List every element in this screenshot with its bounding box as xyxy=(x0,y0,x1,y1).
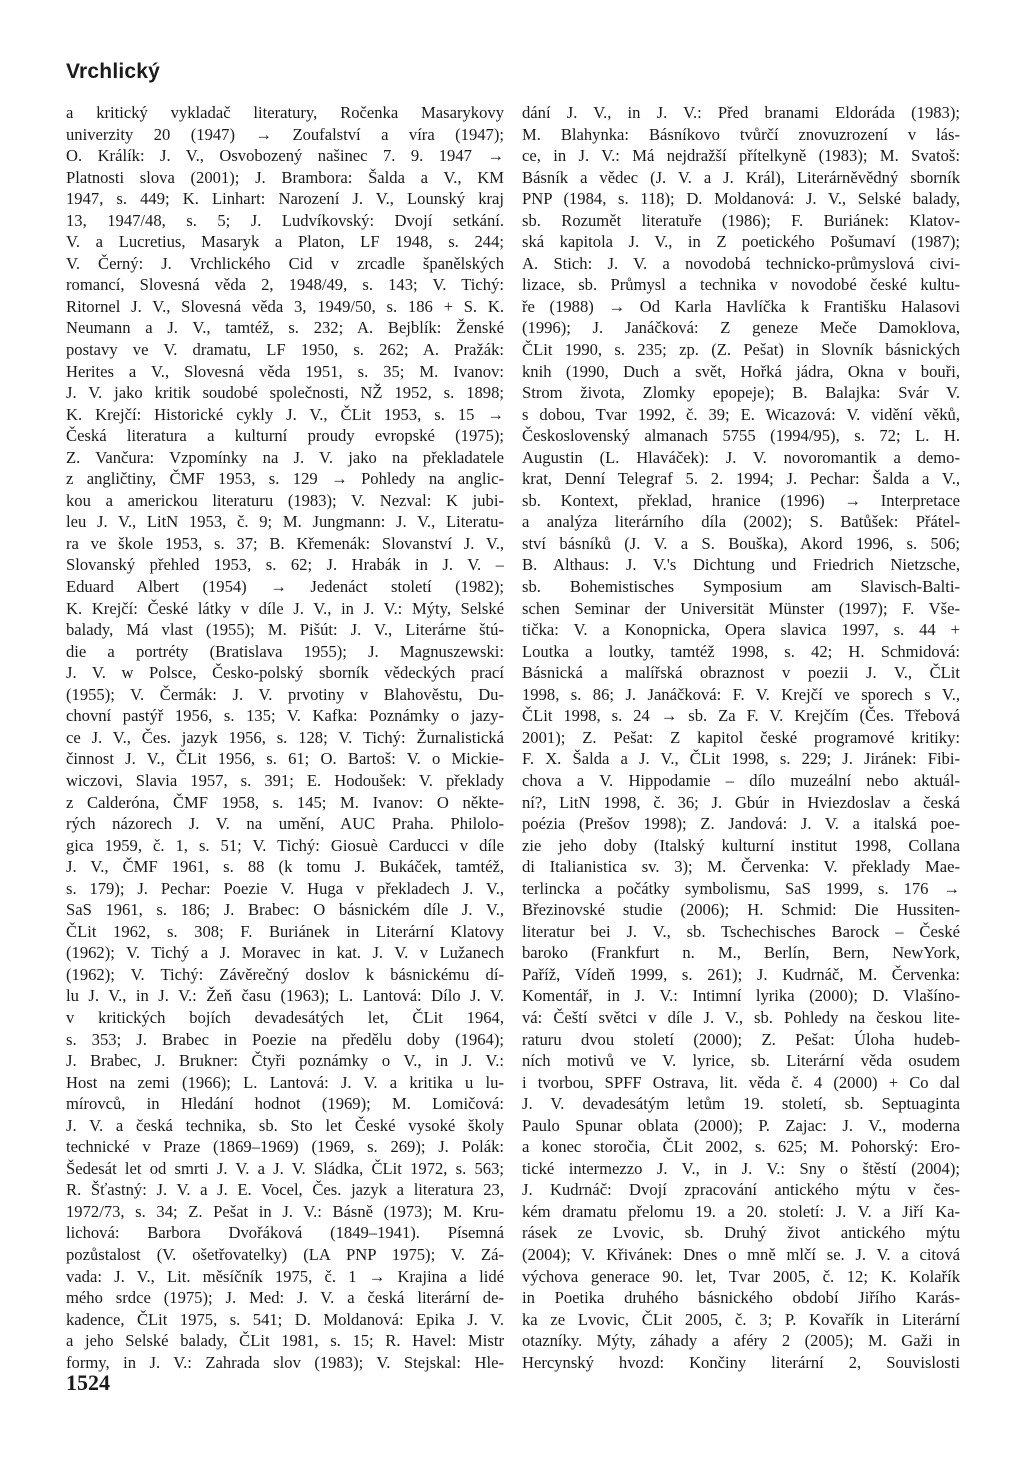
text-line: Loutka a loutky, tamtéž 1998, s. 42; H. Schmidová: xyxy=(522,641,960,661)
text-line: ře (1988) → Od Karla Havlíčka k Františku Halasovi xyxy=(522,296,960,316)
text-line: činnost J. V., ČLit 1956, s. 61; O. Bartoš: V. o Mickie- xyxy=(66,749,504,769)
text-line: lichová: Barbora Dvořáková (1849–1941). Písemná xyxy=(66,1223,504,1243)
text-line: ská kapitola J. V., in Z poetického Pošumaví (1987); xyxy=(522,232,960,252)
text-line: V. a Lucretius, Masaryk a Platon, LF 1948, s. 244; xyxy=(66,232,504,252)
text-line: F. X. Šalda a J. V., ČLit 1998, s. 229; J. Jiránek: Fibi- xyxy=(522,749,960,769)
text-line: a konec storočia, ČLit 2002, s. 625; M. Pohorský: Ero- xyxy=(522,1137,960,1157)
text-line: J. V. w Polsce, Česko-polský sborník vědeckých prací xyxy=(66,663,504,683)
text-line: J. V. a česká technika, sb. Sto let České vysoké školy xyxy=(66,1115,504,1135)
text-line: ství básníků (J. V. a S. Bouška), Akord 1996, s. 506; xyxy=(522,533,960,553)
text-line: R. Šťastný: J. V. a J. E. Vocel, Čes. jazyk a literatura 23, xyxy=(66,1180,504,1200)
text-line: 2001); Z. Pešat: Z kapitol české programové kritiky: xyxy=(522,727,960,747)
text-line: Komentář, in J. V.: Intimní lyrika (2000); D. Vlašíno- xyxy=(522,986,960,1006)
running-head: Vrchlický xyxy=(66,60,161,83)
left-text-column xyxy=(66,102,504,1373)
text-line: Slovanský přehled 1953, s. 62; J. Hrabák in J. V. – xyxy=(66,555,504,575)
text-line: PNP (1984, s. 118); D. Moldanová: J. V., Selské balady, xyxy=(522,189,960,209)
text-line: Z. Vančura: Vzpomínky na J. V. jako na překladatele xyxy=(66,447,504,467)
text-line: (1996); J. Janáčková: Z geneze Meče Damoklova, xyxy=(522,318,960,338)
text-line: M. Blahynka: Básníkovo tvůrčí znovuzrození v lás- xyxy=(522,124,960,144)
text-line: A. Stich: J. V. a novodobá technicko-průmyslová civi- xyxy=(522,253,960,273)
text-line: V. Černý: J. Vrchlického Cid v zrcadle španělských xyxy=(66,253,504,273)
page-number: 1524 xyxy=(66,1370,110,1395)
text-line: gica 1959, č. 1, s. 51; V. Tichý: Giosuè Carducci v díle xyxy=(66,835,504,855)
text-line: technické v Praze (1869–1969) (1969, s. 269); J. Polák: xyxy=(66,1137,504,1157)
text-line: tické intermezzo J. V., in J. V.: Sny o štěstí (2004); xyxy=(522,1158,960,1178)
text-line: 1972/73, s. 34; Z. Pešat in J. V.: Básně (1973); M. Kru- xyxy=(66,1201,504,1221)
text-line: baroko (Frankfurt n. M., Berlín, Bern, NewYork, xyxy=(522,943,960,963)
text-line: J. V. devadesátým letům 19. století, sb. Septuaginta xyxy=(522,1094,960,1114)
text-line: poézia (Prešov 1998); Z. Jandová: J. V. a italská poe- xyxy=(522,814,960,834)
text-line: kém dramatu přelomu 19. a 20. století: J. V. a Jiří Ka- xyxy=(522,1201,960,1221)
text-line: Šedesát let od smrti J. V. a J. V. Sládka, ČLit 1972, s. 563; xyxy=(66,1158,504,1178)
text-line: chova a V. Hippodamie – dílo muzeální nebo aktuál- xyxy=(522,770,960,790)
text-line: Básník a vědec (J. V. a J. Král), Literárněvědný sborník xyxy=(522,167,960,187)
text-line: in Poetika druhého básnického období Jiřího Karás- xyxy=(522,1288,960,1308)
text-line: (1962); V. Tichý a J. Moravec in kat. J. V. v Lužanech xyxy=(66,943,504,963)
text-line: Herites a V., Slovesná věda 1951, s. 35; M. Ivanov: xyxy=(66,361,504,381)
text-line: 1998, s. 86; J. Janáčková: F. V. Krejčí ve sporech s V., xyxy=(522,684,960,704)
text-line: ní?, LitN 1998, č. 36; J. Gbúr in Hviezdoslav a česká xyxy=(522,792,960,812)
text-line: ČLit 1998, s. 24 → sb. Za F. V. Krejčím (Čes. Třebová xyxy=(522,706,960,726)
text-line: schen Seminar der Universität Münster (1997); F. Vše- xyxy=(522,598,960,618)
text-line: sb. Kontext, překlad, hranice (1996) → Interpretace xyxy=(522,490,960,510)
text-line: K. Krejčí: České látky v díle J. V., in J. V.: Mýty, Selské xyxy=(66,598,504,618)
text-line: ce J. V., Čes. jazyk 1956, s. 128; V. Tichý: Žurnalistická xyxy=(66,727,504,747)
text-line: Paulo Spunar oblata (2000); P. Zajac: J. V., moderna xyxy=(522,1115,960,1135)
text-line: ních motivů ve V. lyrice, sb. Literární věda osudem xyxy=(522,1051,960,1071)
text-line: 13, 1947/48, s. 5; J. Ludvíkovský: Dvojí setkání. xyxy=(66,210,504,230)
text-line: di Italianistica sv. 3); M. Červenka: V. překlady Mae- xyxy=(522,857,960,877)
text-line: wiczovi, Slavia 1957, s. 391; E. Hodoušek: V. překlady xyxy=(66,770,504,790)
text-line: kadence, ČLit 1975, s. 541; D. Moldanová: Epika J. V. xyxy=(66,1309,504,1329)
text-line: J. Kudrnáč: Dvojí zpracování antického mýtu v čes- xyxy=(522,1180,960,1200)
text-line: K. Krejčí: Historické cykly J. V., ČLit 1953, s. 15 → xyxy=(66,404,504,424)
text-line: literatur bei J. V., sb. Tschechisches Barock – České xyxy=(522,921,960,941)
text-line: s dobou, Tvar 1992, č. 39; E. Wicazová: V. vidění věků, xyxy=(522,404,960,424)
text-line: Strom života, Zlomky epopeje); B. Balajka: Svár V. xyxy=(522,383,960,403)
text-line: otazníky. Mýty, záhady a aféry 2 (2005); M. Gaži in xyxy=(522,1331,960,1351)
right-text-column xyxy=(522,102,960,1373)
text-line: Paříž, Vídeň 1999, s. 261); J. Kudrnáč, M. Červenka: xyxy=(522,964,960,984)
text-line: (1962); V. Tichý: Závěrečný doslov k básnickému dí- xyxy=(66,964,504,984)
text-line: ČLit 1962, s. 308; F. Buriánek in Literární Klatovy xyxy=(66,921,504,941)
text-line: z angličtiny, ČMF 1953, s. 129 → Pohledy na anglic- xyxy=(66,469,504,489)
text-line: ra ve škole 1953, s. 37; B. Křemenák: Slovanství J. V., xyxy=(66,533,504,553)
text-line: leu J. V., LitN 1953, č. 9; M. Jungmann: J. V., Literatu- xyxy=(66,512,504,532)
text-line: Československý almanach 5755 (1994/95), s. 72; L. H. xyxy=(522,426,960,446)
text-line: chovní pastýř 1956, s. 135; V. Kafka: Poznámky o jazy- xyxy=(66,706,504,726)
text-line: Česká literatura a kulturní proudy evropské (1975); xyxy=(66,426,504,446)
text-line: Neumann a J. V., tamtéž, s. 232; A. Bejblík: Ženské xyxy=(66,318,504,338)
text-line: O. Králík: J. V., Osvobozený našinec 7. 9. 1947 → xyxy=(66,146,504,166)
text-line: výchova generace 90. let, Tvar 2005, č. 12; K. Kolařík xyxy=(522,1266,960,1286)
text-line: i tvorbou, SPFF Ostrava, lit. věda č. 4 (2000) + Co dal xyxy=(522,1072,960,1092)
text-line: s. 353; J. Brabec in Poezie na předělu doby (1964); xyxy=(66,1029,504,1049)
text-line: die a portréty (Bratislava 1955); J. Magnuszewski: xyxy=(66,641,504,661)
text-line: ka ze Lvovic, ČLit 2005, č. 3; P. Kovařík in Literární xyxy=(522,1309,960,1329)
text-line: lu J. V., in J. V.: Žeň času (1963); L. Lantová: Dílo J. V. xyxy=(66,986,504,1006)
text-line: SaS 1961, s. 186; J. Brabec: O básnickém díle J. V., xyxy=(66,900,504,920)
text-line: mého srdce (1975); J. Med: J. V. a česká literární de- xyxy=(66,1288,504,1308)
text-line: a kritický vykladač literatury, Ročenka Masarykovy xyxy=(66,103,504,122)
text-line: romancí, Slovesná věda 2, 1948/49, s. 143; V. Tichý: xyxy=(66,275,504,295)
text-line: z Calderóna, ČMF 1958, s. 145; M. Ivanov: O někte- xyxy=(66,792,504,812)
text-line: balady, Má vlast (1955); M. Pišút: J. V., Literárne štú- xyxy=(66,620,504,640)
text-line: 1947, s. 449; K. Linhart: Narození J. V., Lounský kraj xyxy=(66,189,504,209)
text-line: rých názorech J. V. na umění, AUC Praha. Philolo- xyxy=(66,814,504,834)
text-line: v kritických bojích devadesátých let, ČLit 1964, xyxy=(66,1007,504,1027)
text-line: s. 179); J. Pechar: Poezie V. Huga v překladech J. V., xyxy=(66,878,504,898)
text-line: raturu dvou století (2000); Z. Pešat: Úloha hudeb- xyxy=(522,1029,960,1049)
text-line: a jeho Selské balady, ČLit 1981, s. 15; R. Havel: Mistr xyxy=(66,1331,504,1351)
text-line: vada: J. V., Lit. měsíčník 1975, č. 1 → Krajina a lidé xyxy=(66,1266,504,1286)
text-line: lizace, sb. Průmysl a technika v novodobé české kultu- xyxy=(522,275,960,295)
text-line: Platnosti slova (2001); J. Brambora: Šalda a V., KM xyxy=(66,167,504,187)
text-line: B. Althaus: J. V.'s Dichtung und Friedrich Nietzsche, xyxy=(522,555,960,575)
text-line: Hercynský hvozd: Končiny literární 2, Souvislosti xyxy=(522,1352,960,1372)
text-line: Augustin (L. Hlaváček): J. V. novoromantik a demo- xyxy=(522,447,960,467)
text-line: postavy ve V. dramatu, LF 1950, s. 262; A. Pražák: xyxy=(66,340,504,360)
text-line: Březinovské studie (2006); H. Schmid: Die Hussiten- xyxy=(522,900,960,920)
text-line: ČLit 1990, s. 235; zp. (Z. Pešat) in Slovník básnických xyxy=(522,340,960,360)
text-line: rásek ze Lvovic, sb. Druhý život antického mýtu xyxy=(522,1223,960,1243)
text-line: ce, in J. V.: Má nejdražší přítelkyně (1983); M. Svatoš: xyxy=(522,146,960,166)
text-line: Host na zemi (1966); L. Lantová: J. V. a kritika u lu- xyxy=(66,1072,504,1092)
text-line: Ritornel J. V., Slovesná věda 3, 1949/50, s. 186 + S. K. xyxy=(66,296,504,316)
text-line: kou a americkou literaturu (1983); V. Nezval: K jubi- xyxy=(66,490,504,510)
text-line: univerzity 20 (1947) → Zoufalství a víra (1947); xyxy=(66,124,504,144)
text-line: sb. Bohemistisches Symposium am Slavisch-Balti- xyxy=(522,577,960,597)
text-line: Eduard Albert (1954) → Jedenáct století (1982); xyxy=(66,577,504,597)
text-line: dání J. V., in J. V.: Před branami Eldoráda (1983); xyxy=(522,103,960,122)
text-line: krat, Denní Telegraf 5. 2. 1994; J. Pechar: Šalda a V., xyxy=(522,469,960,489)
text-line: a analýza literárního díla (2002); S. Batůšek: Přátel- xyxy=(522,512,960,532)
text-line: Básnická a malířská obraznost v poezii J. V., ČLit xyxy=(522,663,960,683)
text-line: J. V., ČMF 1961, s. 88 (k tomu J. Bukáček, tamtéž, xyxy=(66,857,504,877)
text-line: formy, in J. V.: Zahrada slov (1983); V. Stejskal: Hle- xyxy=(66,1352,504,1372)
text-line: sb. Rozumět literatuře (1986); F. Buriánek: Klatov- xyxy=(522,210,960,230)
text-line: (1955); V. Čermák: J. V. prvotiny v Blahověstu, Du- xyxy=(66,684,504,704)
text-line: terlincka a počátky symbolismu, SaS 1999, s. 176 → xyxy=(522,878,960,898)
text-line: pozůstalost (V. ošetřovatelky) (LA PNP 1975); V. Zá- xyxy=(66,1244,504,1264)
text-line: tička: V. a Konopnicka, Opera slavica 1997, s. 44 + xyxy=(522,620,960,640)
text-line: vá: Čeští světci v díle J. V., sb. Pohledy na českou lite- xyxy=(522,1007,960,1027)
text-line: knih (1990, Duch a svět, Hořká jádra, Okna v bouři, xyxy=(522,361,960,381)
text-line: mírovců, in Hledání hodnot (1969); M. Lomičová: xyxy=(66,1094,504,1114)
text-line: J. V. jako kritik soudobé společnosti, NŽ 1952, s. 1898; xyxy=(66,383,504,403)
text-line: J. Brabec, J. Brukner: Čtyři poznámky o V., in J. V.: xyxy=(66,1051,504,1071)
text-line: (2004); V. Křivánek: Dnes o mně mlčí se. J. V. a citová xyxy=(522,1244,960,1264)
text-line: zie jeho doby (Italský kulturní institut 1998, Collana xyxy=(522,835,960,855)
